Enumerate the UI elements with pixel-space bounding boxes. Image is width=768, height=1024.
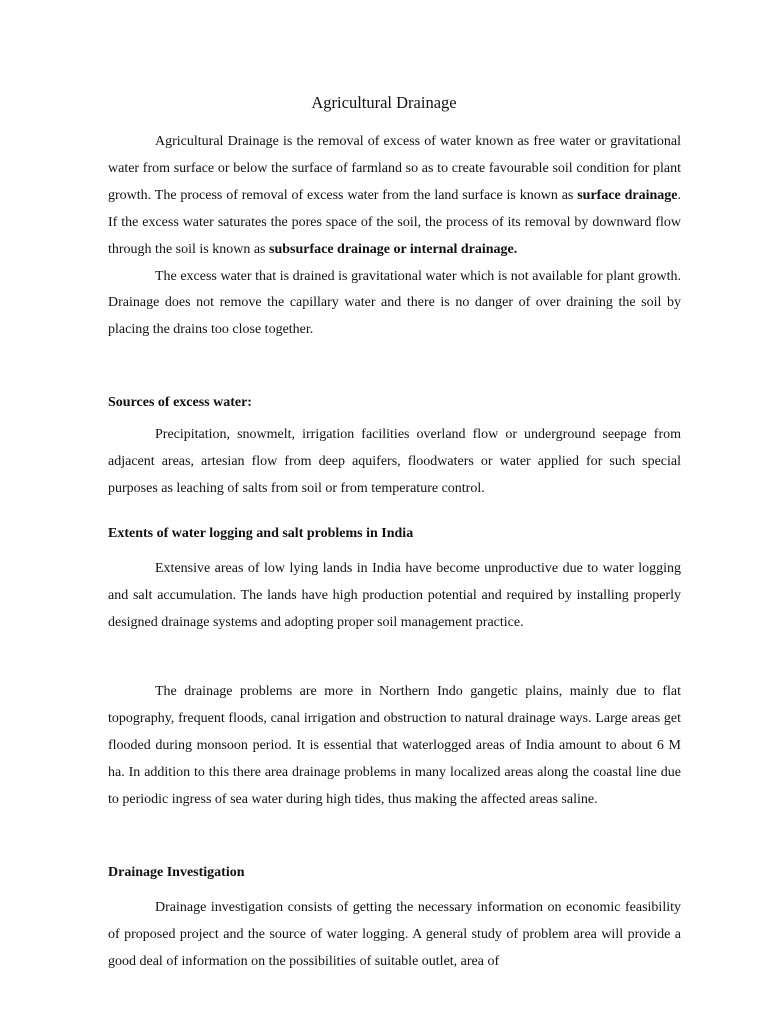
intro-text-a: Agricultural Drainage is the removal of excess of water known as free water or gravitational water from surface or below the surface of farmland so as to create favourable soil condition for plant growth. The process of removal of excess water from the land surface is known as: [108, 134, 681, 203]
investigation-paragraph: Drainage investigation consists of getting the necessary information on economic feasibility of proposed project and the source of water logging. A general study of problem area will provide a good deal of information on the possibilities of suitable outlet, area of: [108, 900, 681, 969]
intro-paragraph-2: The excess water that is drained is gravitational water which is not available for plant growth. Drainage does not remove the capillary water and there is no danger of over draining the soil by placing the drains too close together.: [108, 268, 681, 338]
sources-paragraph: Precipitation, snowmelt, irrigation facilities overland flow or underground seepage from adjacent areas, artesian flow from deep aquifers, floodwaters or water applied for such special purposes as leaching of salts from soil or from temperature control.: [108, 427, 681, 496]
intro-paragraph-1: [108, 129, 681, 264]
sources-section: [108, 422, 681, 503]
intro-text-c: . If the excess water saturates the pores space of the soil, the process of its removal by downward flow through the soil is known as: [108, 187, 681, 257]
extents-paragraph-1: Extensive areas of low lying lands in India have become unproductive due to water logging and salt accumulation. The lands have high production potential and required by installing properly designed drainage systems and adopting proper soil management practice.: [108, 561, 681, 630]
subsurface-drainage-term: subsurface drainage or internal drainage.: [269, 241, 518, 257]
extents-section-2: [108, 679, 681, 814]
extents-paragraph-2: The drainage problems are more in Northern Indo gangetic plains, mainly due to flat topography, frequent floods, canal irrigation and obstruction to natural drainage ways. Large areas get flooded during monsoon period. It is essential that waterlogged areas of India amount to about 6 M ha. In addition to this there area drainage problems in many localized areas along the coastal line due to periodic ingress of sea water during high tides, thus making the affected areas saline.: [108, 684, 681, 807]
investigation-section: [108, 895, 681, 976]
extents-heading: Extents of water logging and salt problems in India: [108, 526, 414, 541]
surface-drainage-term: surface drainage: [577, 187, 678, 203]
intro-section: [108, 129, 681, 344]
document-title: Agricultural Drainage: [311, 93, 457, 112]
extents-section-1: [108, 556, 681, 637]
sources-heading: Sources of excess water:: [108, 395, 252, 410]
investigation-heading: Drainage Investigation: [108, 865, 245, 880]
